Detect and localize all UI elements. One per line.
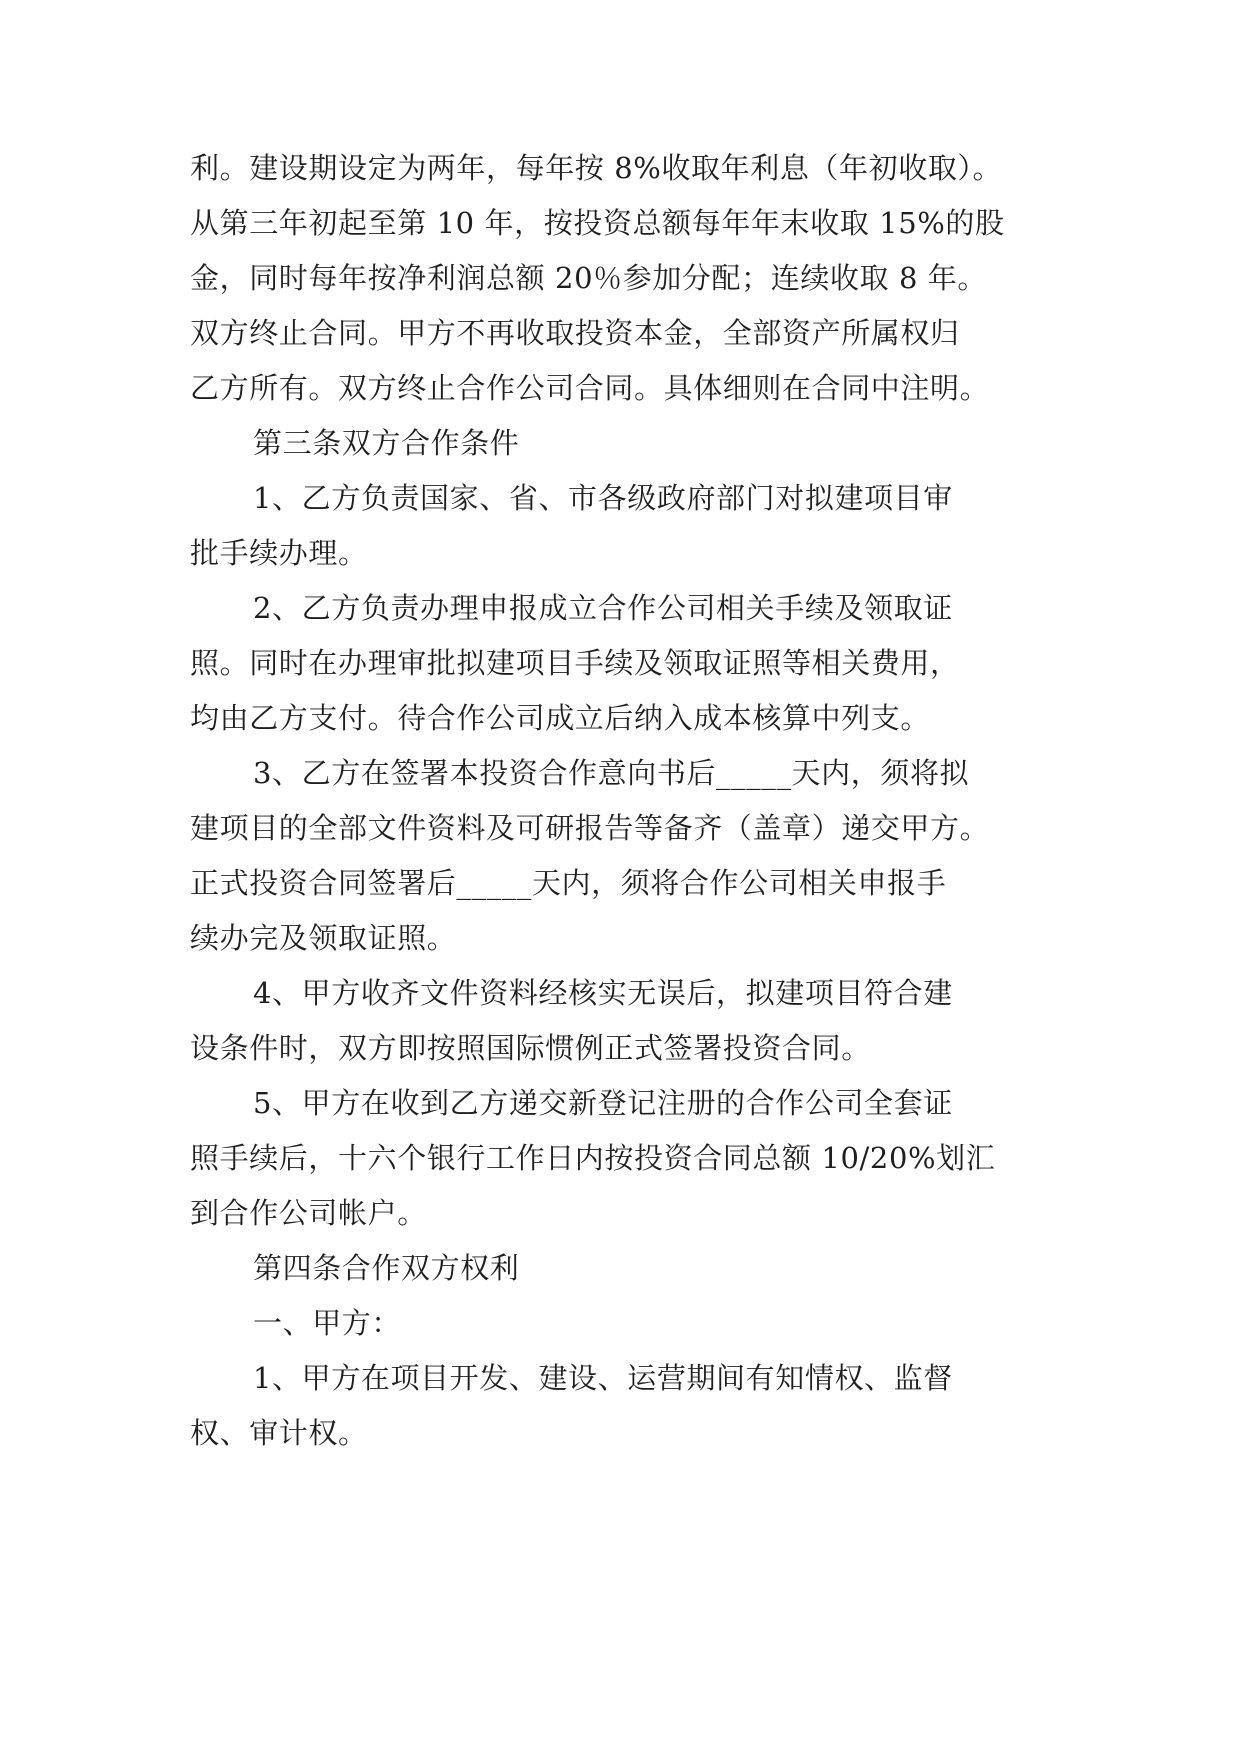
paragraph-line: 1、甲方在项目开发、建设、运营期间有知情权、监督 <box>253 1361 953 1395</box>
subheading: 一、甲方： <box>253 1306 402 1340</box>
paragraph-line: 照。同时在办理审批拟建项目手续及领取证照等相关费用， <box>190 646 960 680</box>
paragraph-line: 建项目的全部文件资料及可研报告等备齐（盖章）递交甲方。 <box>190 811 990 845</box>
paragraph-line: 4、甲方收齐文件资料经核实无误后，拟建项目符合建 <box>253 976 953 1010</box>
paragraph-line: 双方终止合同。甲方不再收取投资本金，全部资产所属权归 <box>190 316 960 350</box>
section-heading: 第四条合作双方权利 <box>253 1251 520 1285</box>
paragraph-line: 续办完及领取证照。 <box>190 921 457 955</box>
paragraph-line: 权、审计权。 <box>190 1416 368 1450</box>
paragraph-line: 照手续后，十六个银行工作日内按投资合同总额 10/20%划汇 <box>190 1141 996 1175</box>
paragraph-line: 2、乙方负责办理申报成立合作公司相关手续及领取证 <box>253 591 953 625</box>
paragraph-line: 设条件时，双方即按照国际惯例正式签署投资合同。 <box>190 1031 871 1065</box>
paragraph-line: 3、乙方在签署本投资合作意向书后_____天内，须将拟 <box>253 756 970 790</box>
paragraph-line: 5、甲方在收到乙方递交新登记注册的合作公司全套证 <box>253 1086 953 1120</box>
section-heading: 第三条双方合作条件 <box>253 426 520 460</box>
paragraph-line: 乙方所有。双方终止合作公司合同。具体细则在合同中注明。 <box>190 371 990 405</box>
paragraph-line: 利。建设期设定为两年，每年按 8%收取年利息（年初收取）。 <box>190 151 1003 185</box>
paragraph-line: 批手续办理。 <box>190 536 368 570</box>
paragraph-line: 均由乙方支付。待合作公司成立后纳入成本核算中列支。 <box>190 701 931 735</box>
paragraph-line: 到合作公司帐户。 <box>190 1196 427 1230</box>
paragraph-line: 从第三年初起至第 10 年，按投资总额每年年末收取 15%的股 <box>190 206 1005 240</box>
paragraph-line: 金，同时每年按净利润总额 20％参加分配；连续收取 8 年。 <box>190 261 988 295</box>
paragraph-line: 1、乙方负责国家、省、市各级政府部门对拟建项目审 <box>253 481 953 515</box>
paragraph-line: 正式投资合同签署后_____天内，须将合作公司相关申报手 <box>190 866 947 900</box>
